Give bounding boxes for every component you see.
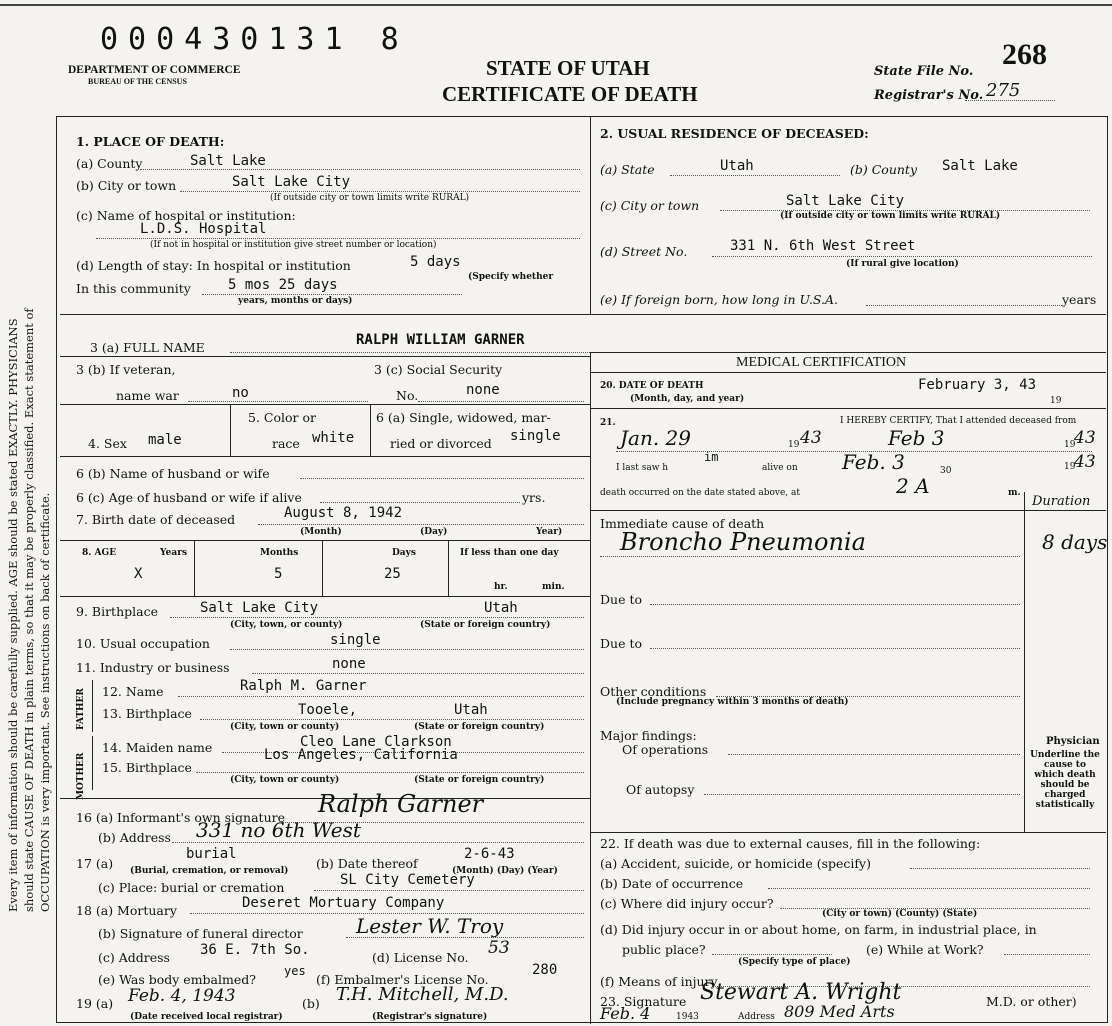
burial-label: 17 (a): [76, 856, 114, 871]
burial-value: burial: [186, 846, 237, 862]
signature-label: 23. Signature: [600, 994, 687, 1009]
duration-column: [1024, 492, 1025, 832]
registrar-date: Feb. 4, 1943: [128, 986, 236, 1006]
spouse-age-suffix: yrs.: [522, 490, 546, 505]
death-time-sup: 30: [940, 466, 952, 476]
occupation-value: single: [330, 632, 381, 648]
informant-signature: Ralph Garner: [318, 790, 484, 818]
death-date-suffix: 19: [1050, 396, 1062, 406]
burial-place-label: (c) Place: burial or cremation: [98, 880, 285, 895]
due-to-1-line: [650, 604, 1020, 605]
attended-from: Jan. 29: [620, 426, 691, 450]
external-e-line: [1004, 954, 1090, 955]
place-county: Salt Lake: [190, 153, 266, 169]
age-hr-label: hr.: [494, 582, 508, 592]
certify-num: 21.: [600, 418, 616, 428]
birth-date: August 8, 1942: [284, 505, 403, 521]
father-bp-label: 13. Birthplace: [102, 706, 192, 721]
place-city-note: (If outside city or town limits write RURAL): [270, 193, 470, 203]
father-name: Ralph M. Garner: [240, 678, 367, 694]
other-conditions-note: (Include pregnancy within 3 months of death): [616, 697, 849, 707]
state-file-number: 268: [1002, 38, 1047, 71]
veteran-label: 3 (b) If veteran,: [76, 362, 176, 377]
from-year-prefix: 19: [788, 440, 800, 450]
signature-year: 1943: [676, 1012, 699, 1022]
middle-divider: [590, 352, 591, 1024]
section-divider: [60, 314, 1106, 315]
birth-month-note: (Month): [300, 527, 342, 537]
signature-address: 809 Med Arts: [784, 1002, 895, 1021]
alive-date: Feb. 3: [842, 450, 905, 474]
full-name-label: 3 (a) FULL NAME: [90, 340, 205, 355]
birthplace-label: 9. Birthplace: [76, 604, 158, 619]
residence-county: Salt Lake: [942, 158, 1018, 174]
residence-street-note: (If rural give location): [846, 259, 959, 269]
place-county-line: [140, 169, 580, 170]
occupation-label: 10. Usual occupation: [76, 636, 210, 651]
mother-tag: MOTHER: [76, 752, 86, 800]
medical-heading: MEDICAL CERTIFICATION: [736, 355, 907, 370]
age-min-label: min.: [542, 582, 565, 592]
autopsy-label: Of autopsy: [626, 782, 695, 797]
external-b: (b) Date of occurrence: [600, 876, 744, 891]
attended-to-year: 43: [1074, 428, 1096, 448]
place-community-line: [202, 294, 462, 295]
title-certificate: CERTIFICATE OF DEATH: [442, 82, 698, 106]
mother-bracket: [92, 736, 93, 790]
signature-date: Feb. 4: [600, 1004, 651, 1023]
full-name: RALPH WILLIAM GARNER: [356, 332, 525, 348]
ss-line: [418, 401, 584, 402]
place-community: 5 mos 25 days: [228, 277, 338, 293]
place-stay: 5 days: [410, 254, 461, 270]
mother-city-note: (City, town or county): [230, 775, 340, 785]
duration-value: 8 days: [1042, 530, 1108, 554]
to-year-prefix: 19: [1064, 440, 1076, 450]
birthplace-line: [170, 617, 584, 618]
due-to-2-label: Due to: [600, 636, 642, 651]
burial-place-line: [314, 890, 584, 891]
residence-city-label: (c) City or town: [600, 198, 700, 213]
place-city-line: [180, 191, 580, 192]
other-conditions-label: Other conditions: [600, 684, 707, 699]
sex-label: 4. Sex: [88, 436, 127, 451]
external-heading: 22. If death was due to external causes, fill in the following:: [600, 836, 981, 851]
age-months-label: Months: [260, 548, 299, 558]
duration-label: Duration: [1032, 494, 1091, 509]
mortuary-value: Deseret Mortuary Company: [242, 895, 445, 911]
death-date-note: (Month, day, and year): [630, 394, 745, 404]
top-divider: [590, 116, 591, 314]
color-label: 5. Color or: [248, 410, 316, 425]
margin-instruction-2: should state CAUSE OF DEATH in plain terms, so that it may be properly classified. Exact statement of: [22, 308, 36, 912]
immediate-cause-label: Immediate cause of death: [600, 516, 765, 531]
embalmer-value: 280: [532, 962, 558, 978]
mother-bp: Los Angeles, California: [264, 747, 458, 763]
residence-street-label: (d) Street No.: [600, 244, 688, 259]
external-d2: public place?: [622, 942, 706, 957]
place-hospital-line: [96, 238, 580, 239]
burial-date-note: (Month) (Day) (Year): [452, 866, 558, 876]
industry-line: [252, 673, 584, 674]
burial-date-label: (b) Date thereof: [316, 856, 418, 871]
color-value: white: [312, 430, 355, 446]
physician-signature: Stewart A. Wright: [700, 980, 902, 1005]
residence-state: Utah: [720, 158, 754, 174]
mother-bp-line: [196, 772, 584, 773]
attended-from-year: 43: [800, 428, 822, 448]
ss-value: none: [466, 382, 500, 398]
birthplace-state: Utah: [484, 600, 518, 616]
medical-top: [590, 352, 1106, 353]
informant-address-label: (b) Address: [98, 830, 171, 845]
mother-state-note: (State or foreign country): [414, 775, 545, 785]
spouse-name-line: [300, 478, 584, 479]
age-years-label: Years: [160, 548, 188, 558]
mortuary-address-label: (c) Address: [98, 950, 170, 965]
age-days-label: Days: [392, 548, 416, 558]
place-community-note: years, months or days): [238, 296, 353, 306]
place-city-label: (b) City or town: [76, 178, 177, 193]
embalmer-label: (f) Embalmer's License No.: [316, 972, 489, 987]
occupation-line: [230, 649, 584, 650]
attended-to: Feb 3: [888, 426, 945, 450]
birthplace-city: Salt Lake City: [200, 600, 319, 616]
physician-note-title: Physician: [1046, 736, 1100, 747]
mortuary-address: 36 E. 7th So.: [200, 942, 310, 958]
immediate-cause: Broncho Pneumonia: [620, 528, 866, 556]
color-race-label: race: [272, 436, 300, 451]
alive-year: 43: [1074, 452, 1096, 472]
residence-city: Salt Lake City: [786, 193, 905, 209]
place-community-label: In this community: [76, 281, 191, 296]
external-a: (a) Accident, suicide, or homicide (specify): [600, 856, 871, 871]
marital-label: 6 (a) Single, widowed, mar-: [376, 410, 551, 425]
margin-instruction-1: Every item of information should be carefully supplied. AGE should be stated EXACTLY. PHYSICIANS: [6, 318, 20, 912]
father-bp-state: Utah: [454, 702, 488, 718]
age-divider-2: [322, 540, 323, 596]
last-seen-value: im: [704, 450, 719, 464]
burial-place: SL City Cemetery: [340, 872, 475, 888]
spouse-age-line: [320, 502, 520, 503]
mother-bp-label: 15. Birthplace: [102, 760, 192, 775]
age-days: 25: [384, 566, 401, 582]
registrar-sig-label: (b): [302, 996, 320, 1011]
physician-note: Underline the cause to which death should be charged statistically: [1030, 750, 1100, 810]
dept-line2: BUREAU OF THE CENSUS: [88, 77, 187, 86]
residence-foreign-line: [866, 305, 1062, 306]
dept-line1: DEPARTMENT OF COMMERCE: [68, 64, 241, 76]
father-bp-line: [200, 719, 584, 720]
sex-divider: [230, 404, 231, 456]
veteran-rule: [60, 404, 590, 405]
birth-year-note: Year): [536, 527, 563, 537]
director-line: [346, 937, 584, 938]
place-hospital-note: (If not in hospital or institution give street number or location): [150, 240, 437, 250]
license-value: 53: [488, 938, 510, 958]
residence-street: 331 N. 6th West Street: [730, 238, 916, 254]
burial-note: (Burial, cremation, or removal): [130, 866, 289, 876]
registrar-row-label: 19 (a): [76, 996, 114, 1011]
mother-name: Cleo Lane Clarkson: [300, 734, 452, 750]
residence-city-note: (If outside city or town limits write RURAL): [780, 211, 1001, 221]
registrar-label: Registrar's No.: [874, 88, 984, 103]
residence-foreign-suffix: years: [1062, 292, 1097, 307]
embalmed-label: (e) Was body embalmed?: [98, 972, 256, 987]
place-hospital: L.D.S. Hospital: [140, 221, 267, 237]
father-state-note: (State or foreign country): [414, 722, 545, 732]
place-stay-label: (d) Length of stay: In hospital or institution: [76, 258, 351, 273]
birth-date-line: [258, 524, 584, 525]
medical-heading-line: [590, 372, 1106, 373]
registrar-number: 275: [986, 80, 1021, 101]
external-f: (f) Means of injury: [600, 974, 718, 989]
operations-label: Of operations: [622, 742, 709, 757]
occurred-label: death occurred on the date stated above, at: [600, 488, 801, 498]
death-date: February 3, 43: [918, 377, 1037, 393]
external-d: (d) Did injury occur in or about home, on farm, in industrial place, in: [600, 922, 1037, 937]
age-months: 5: [274, 566, 283, 582]
veteran-war-label: name war: [116, 388, 179, 403]
residence-state-label: (a) State: [600, 162, 655, 177]
external-d-note: (Specify type of place): [738, 957, 851, 967]
mother-name-label: 14. Maiden name: [102, 740, 213, 755]
alive-year-prefix: 19: [1064, 462, 1076, 472]
serial-number: 000430131 8: [100, 22, 409, 57]
signature-suffix: M.D. or other): [986, 994, 1077, 1009]
informant-address: 331 no 6th West: [196, 818, 361, 842]
residence-street-line: [712, 256, 1092, 257]
external-top-rule: [590, 832, 1106, 833]
due-to-1-label: Due to: [600, 592, 642, 607]
registrar-date-note: (Date received local registrar): [130, 1012, 283, 1022]
birth-day-note: (Day): [420, 527, 448, 537]
father-name-label: 12. Name: [102, 684, 164, 699]
name-bottom-rule: [60, 356, 590, 357]
ss-label: 3 (c) Social Security: [374, 362, 503, 377]
informant-address-line: [172, 842, 584, 843]
marital-value: single: [510, 428, 561, 444]
place-heading: 1. PLACE OF DEATH:: [76, 134, 225, 149]
signature-address-label: Address: [738, 1012, 775, 1022]
mortuary-label: 18 (a) Mortuary: [76, 903, 177, 918]
age-years: X: [134, 566, 143, 582]
external-c-note: (City or town) (County) (State): [822, 909, 978, 919]
age-rule: [60, 596, 590, 597]
residence-county-label: (b) County: [850, 162, 918, 177]
margin-instruction-3: OCCUPATION is very important. See instructions on back of certificate.: [38, 492, 52, 912]
external-c: (c) Where did injury occur?: [600, 896, 774, 911]
father-tag: FATHER: [76, 688, 86, 730]
father-city-note: (City, town or county): [230, 722, 340, 732]
director-signature: Lester W. Troy: [356, 914, 504, 938]
operations-line: [728, 754, 1020, 755]
other-line: [716, 696, 1020, 697]
autopsy-line: [704, 794, 1020, 795]
age-label: 8. AGE: [82, 548, 117, 558]
state-file-label: State File No.: [874, 64, 974, 79]
place-stay-note: (Specify whether: [468, 272, 554, 282]
external-d2-line: [712, 954, 832, 955]
registrar-signature: T.H. Mitchell, M.D.: [336, 984, 509, 1005]
cause-top-rule: [590, 510, 1106, 511]
embalmed-value: yes: [284, 964, 306, 978]
father-bp-city: Tooele,: [298, 702, 358, 718]
place-county-label: (a) County: [76, 156, 143, 171]
age-divider-3: [448, 540, 449, 596]
sex-rule: [60, 456, 590, 457]
certify-text: I HEREBY CERTIFY, That I attended deceased from: [840, 416, 1077, 426]
place-city: Salt Lake City: [232, 174, 351, 190]
death-date-label: 20. DATE OF DEATH: [600, 381, 704, 391]
residence-state-line: [670, 175, 840, 176]
veteran-line: [188, 401, 368, 402]
father-name-line: [178, 696, 584, 697]
spouse-age-label: 6 (c) Age of husband or wife if alive: [76, 490, 302, 505]
spouse-name-label: 6 (b) Name of husband or wife: [76, 466, 270, 481]
birth-rule: [60, 540, 590, 541]
death-date-rule: [590, 408, 1106, 409]
alive-label: alive on: [762, 463, 798, 473]
age-divider-1: [194, 540, 195, 596]
place-hospital-label: (c) Name of hospital or institution:: [76, 208, 296, 223]
burial-date: 2-6-43: [464, 846, 515, 862]
sex-value: male: [148, 432, 182, 448]
residence-foreign-label: (e) If foreign born, how long in U.S.A.: [600, 292, 838, 307]
birthplace-city-note: (City, town, or county): [230, 620, 343, 630]
director-label: (b) Signature of funeral director: [98, 926, 303, 941]
external-a-line: [910, 868, 1090, 869]
due-to-2-line: [650, 648, 1020, 649]
registrar-line: [965, 100, 1055, 101]
industry-value: none: [332, 656, 366, 672]
immediate-line: [600, 556, 1020, 557]
external-b-line: [768, 888, 1090, 889]
veteran-value: no: [232, 385, 249, 401]
major-findings-label: Major findings:: [600, 728, 697, 743]
external-e: (e) While at Work?: [866, 942, 984, 957]
informant-label: 16 (a) Informant's own signature: [76, 810, 285, 825]
top-rule: [0, 4, 1112, 6]
registrar-sig-note: (Registrar's signature): [372, 1012, 488, 1022]
birth-date-label: 7. Birth date of deceased: [76, 512, 236, 527]
full-name-line: [230, 352, 590, 353]
license-label: (d) License No.: [372, 950, 469, 965]
industry-label: 11. Industry or business: [76, 660, 230, 675]
ss-no-label: No.: [396, 388, 419, 403]
color-divider: [370, 404, 371, 456]
residence-heading: 2. USUAL RESIDENCE OF DECEASED:: [600, 126, 869, 141]
m-label: m.: [1008, 488, 1021, 498]
father-bracket: [92, 680, 93, 732]
title-state: STATE OF UTAH: [486, 56, 650, 80]
birthplace-state-note: (State or foreign country): [420, 620, 551, 630]
death-time: 2 A: [896, 474, 930, 498]
last-seen-label: I last saw h: [616, 463, 669, 473]
age-less-label: If less than one day: [460, 548, 559, 558]
marital-label-2: ried or divorced: [390, 436, 492, 451]
